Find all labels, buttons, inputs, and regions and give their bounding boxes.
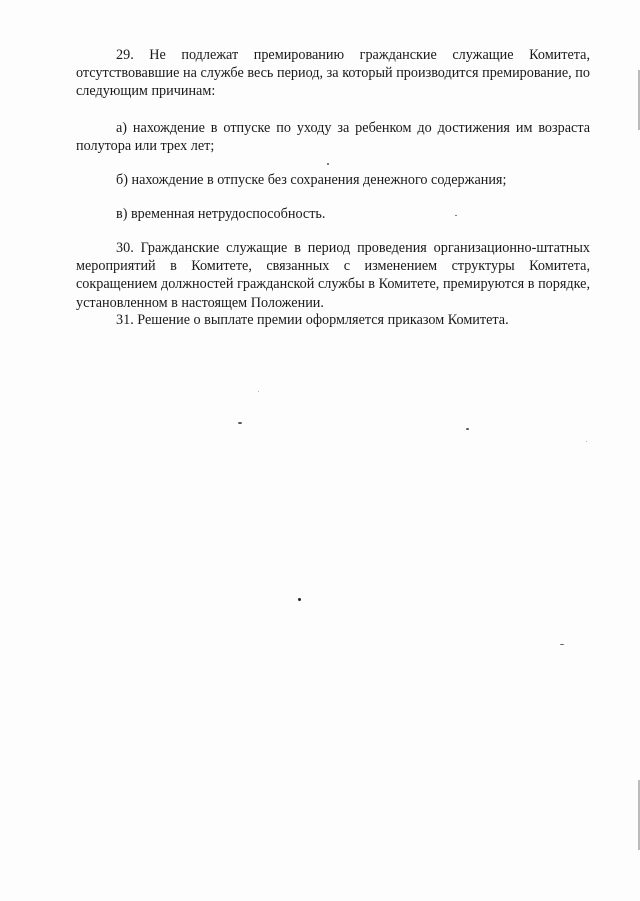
paragraph-29-item-b: б) нахождение в отпуске без сохранения денежного содержания;	[116, 172, 507, 188]
scan-speck	[258, 391, 259, 392]
scan-speck	[327, 163, 329, 165]
scan-speck	[455, 215, 457, 216]
paragraph-31: 31. Решение о выплате премии оформляется приказом Комитета.	[116, 312, 509, 328]
scan-speck	[560, 644, 564, 645]
paragraph-29: 29. Не подлежат премированию гражданские служащие Комитета, отсутствовавшие на службе весь период, за который производится премирование, по следующим причинам:	[76, 47, 590, 100]
scan-speck	[238, 422, 242, 424]
paragraph-29-item-a: а) нахождение в отпуске по уходу за ребенком до достижения им возраста полутора или трех лет;	[76, 120, 590, 155]
scan-speck	[466, 428, 469, 430]
paragraph-29-item-c: в) временная нетрудоспособность.	[116, 206, 326, 222]
scan-speck	[298, 598, 301, 601]
paragraph-30: 30. Гражданские служащие в период проведения организационно-штатных мероприятий в Комитете, связанных с изменением структуры Комитета, сокращением должностей гражданской службы в Комитете, премируются в порядке, установленном в настоящем Положении.	[76, 240, 590, 311]
scan-speck	[586, 441, 587, 442]
